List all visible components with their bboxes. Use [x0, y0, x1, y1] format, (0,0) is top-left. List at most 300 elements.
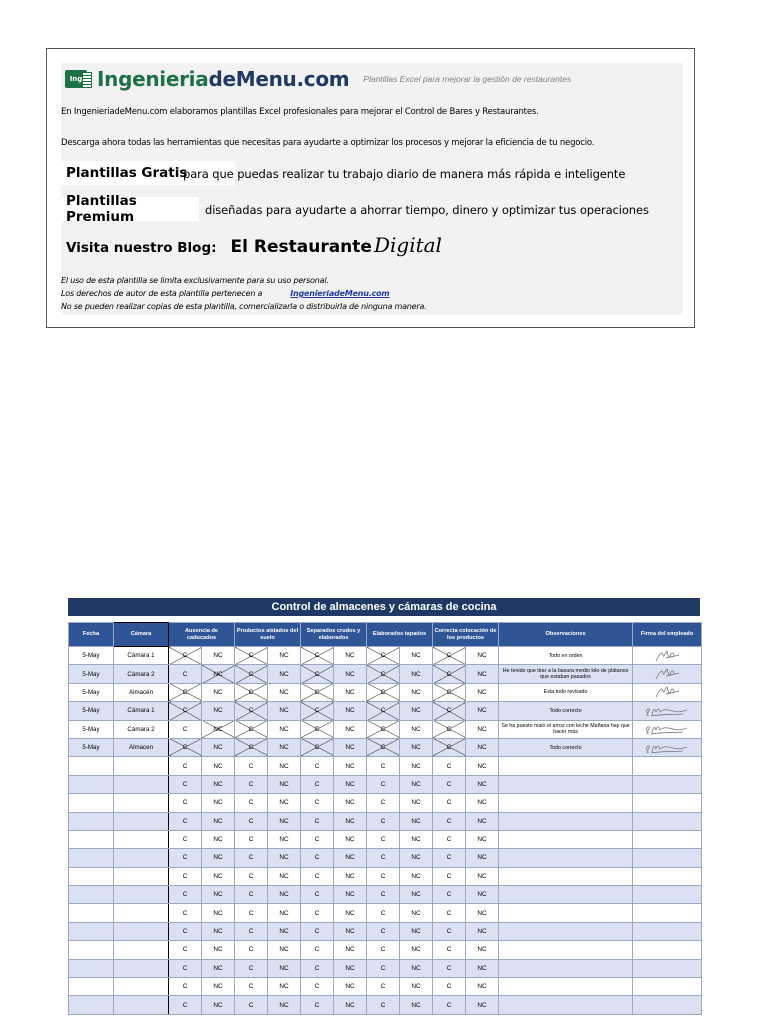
cell-c-option[interactable]: C — [235, 794, 268, 812]
cell-c-option[interactable]: C — [169, 867, 202, 885]
cell-c-option[interactable]: C — [367, 775, 400, 793]
cell-c-option[interactable]: C — [235, 996, 268, 1014]
cell-nc-option[interactable]: NC — [202, 665, 235, 683]
cell-nc-option[interactable]: NC — [466, 812, 499, 830]
cell-c-option[interactable]: C — [301, 647, 334, 665]
cell-nc-option[interactable]: NC — [334, 867, 367, 885]
cell-observaciones[interactable] — [499, 867, 633, 885]
cell-nc-option[interactable]: NC — [202, 978, 235, 996]
cell-c-option[interactable]: C — [433, 959, 466, 977]
cell-fecha[interactable] — [69, 978, 114, 996]
cell-nc-option[interactable]: NC — [202, 959, 235, 977]
cell-camara[interactable] — [114, 996, 169, 1014]
cell-nc-option[interactable]: NC — [334, 794, 367, 812]
cell-fecha[interactable]: 5-May — [69, 738, 114, 756]
table-row — [69, 922, 702, 940]
cell-nc-option[interactable]: NC — [466, 849, 499, 867]
blog-row — [66, 233, 442, 257]
cell-c-option[interactable]: C — [235, 867, 268, 885]
cell-c-option[interactable]: C — [169, 720, 202, 738]
table-row — [69, 978, 702, 996]
cell-c-option[interactable]: C — [301, 886, 334, 904]
cell-nc-option[interactable]: NC — [466, 647, 499, 665]
cell-c-option[interactable]: C — [235, 830, 268, 848]
cell-observaciones[interactable]: Esta todo revisado — [499, 683, 633, 701]
cell-nc-option[interactable]: NC — [268, 996, 301, 1014]
cell-nc-option[interactable]: NC — [400, 757, 433, 775]
cell-nc-option[interactable]: NC — [466, 904, 499, 922]
cell-c-option[interactable]: C — [235, 775, 268, 793]
cell-c-option[interactable]: C — [433, 849, 466, 867]
cell-nc-option[interactable]: NC — [268, 665, 301, 683]
cell-c-option[interactable]: C — [433, 794, 466, 812]
cell-camara[interactable] — [114, 922, 169, 940]
table-row — [69, 830, 702, 848]
cell-firma[interactable] — [633, 794, 702, 812]
brand-name[interactable] — [97, 67, 349, 91]
cell-c-option[interactable]: C — [169, 702, 202, 720]
cell-fecha[interactable] — [69, 941, 114, 959]
cell-firma[interactable] — [633, 996, 702, 1014]
cell-nc-option[interactable]: NC — [268, 702, 301, 720]
cell-c-option[interactable]: C — [367, 665, 400, 683]
cell-c-option[interactable]: C — [301, 904, 334, 922]
cell-camara[interactable] — [114, 830, 169, 848]
cell-c-option[interactable]: C — [367, 996, 400, 1014]
cell-c-option[interactable]: C — [235, 941, 268, 959]
cell-firma[interactable] — [633, 738, 702, 756]
cell-nc-option[interactable]: NC — [334, 757, 367, 775]
cell-observaciones[interactable]: Todo en orden — [499, 647, 633, 665]
cell-nc-option[interactable]: NC — [400, 738, 433, 756]
cell-c-option[interactable]: C — [235, 904, 268, 922]
cell-fecha[interactable]: 5-May — [69, 647, 114, 665]
cell-c-option[interactable]: C — [367, 830, 400, 848]
cell-camara[interactable]: Cámara 1 — [114, 647, 169, 665]
cell-c-option[interactable]: C — [301, 775, 334, 793]
cell-nc-option[interactable]: NC — [268, 738, 301, 756]
cell-nc-option[interactable]: NC — [334, 830, 367, 848]
cell-nc-option[interactable]: NC — [466, 886, 499, 904]
cell-fecha[interactable] — [69, 849, 114, 867]
cell-observaciones[interactable] — [499, 849, 633, 867]
header-row — [69, 623, 702, 647]
header-correcta-colocacion: Correcta colocación de los productos — [433, 623, 499, 647]
cell-camara[interactable] — [114, 904, 169, 922]
cell-nc-option[interactable]: NC — [268, 922, 301, 940]
cell-c-option[interactable]: C — [169, 738, 202, 756]
cell-nc-option[interactable]: NC — [334, 775, 367, 793]
cell-nc-option[interactable]: NC — [466, 683, 499, 701]
cell-c-option[interactable]: C — [433, 683, 466, 701]
cell-c-option[interactable]: C — [433, 978, 466, 996]
cell-observaciones[interactable] — [499, 886, 633, 904]
cell-c-option[interactable]: C — [169, 941, 202, 959]
cell-nc-option[interactable]: NC — [268, 812, 301, 830]
cell-camara[interactable] — [114, 959, 169, 977]
cell-c-option[interactable]: C — [301, 941, 334, 959]
cell-observaciones[interactable] — [499, 794, 633, 812]
cell-camara[interactable] — [114, 775, 169, 793]
cell-c-option[interactable]: C — [433, 757, 466, 775]
cell-firma[interactable] — [633, 665, 702, 683]
cell-nc-option[interactable]: NC — [400, 830, 433, 848]
cell-nc-option[interactable]: NC — [400, 647, 433, 665]
cell-c-option[interactable]: C — [169, 647, 202, 665]
cell-c-option[interactable]: C — [235, 702, 268, 720]
cell-firma[interactable] — [633, 647, 702, 665]
table-row — [69, 702, 702, 720]
cell-fecha[interactable] — [69, 996, 114, 1014]
cell-c-option[interactable]: C — [301, 665, 334, 683]
cell-c-option[interactable]: C — [301, 959, 334, 977]
cell-fecha[interactable] — [69, 757, 114, 775]
cell-nc-option[interactable]: NC — [400, 702, 433, 720]
cell-c-option[interactable]: C — [235, 812, 268, 830]
cell-nc-option[interactable]: NC — [466, 830, 499, 848]
cell-c-option[interactable]: C — [433, 702, 466, 720]
cell-c-option[interactable]: C — [367, 683, 400, 701]
cell-nc-option[interactable]: NC — [202, 702, 235, 720]
cell-observaciones[interactable] — [499, 996, 633, 1014]
cell-c-option[interactable]: C — [169, 830, 202, 848]
cell-nc-option[interactable]: NC — [400, 683, 433, 701]
cell-c-option[interactable]: C — [367, 738, 400, 756]
cell-c-option[interactable]: C — [235, 849, 268, 867]
cell-nc-option[interactable]: NC — [466, 867, 499, 885]
cell-firma[interactable] — [633, 683, 702, 701]
cell-camara[interactable] — [114, 812, 169, 830]
cell-camara[interactable] — [114, 867, 169, 885]
cell-firma[interactable] — [633, 720, 702, 738]
cell-nc-option[interactable]: NC — [400, 775, 433, 793]
cell-camara[interactable]: Almacen — [114, 738, 169, 756]
cell-observaciones[interactable]: Todo correcto — [499, 738, 633, 756]
cell-nc-option[interactable]: NC — [400, 794, 433, 812]
cell-fecha[interactable] — [69, 867, 114, 885]
cell-nc-option[interactable]: NC — [202, 867, 235, 885]
cell-c-option[interactable]: C — [367, 886, 400, 904]
cell-nc-option[interactable]: NC — [400, 978, 433, 996]
cell-c-option[interactable]: C — [235, 922, 268, 940]
cell-observaciones[interactable]: Se ha puesto malo el arroz con leche Mañana hay que hacer más — [499, 720, 633, 738]
cell-c-option[interactable]: C — [169, 683, 202, 701]
cell-firma[interactable] — [633, 978, 702, 996]
cell-c-option[interactable]: C — [433, 886, 466, 904]
cell-nc-option[interactable]: NC — [202, 757, 235, 775]
cell-c-option[interactable]: C — [433, 647, 466, 665]
cell-fecha[interactable] — [69, 922, 114, 940]
cell-c-option[interactable]: C — [169, 794, 202, 812]
cell-camara[interactable]: Almacén — [114, 683, 169, 701]
cell-c-option[interactable]: C — [367, 941, 400, 959]
cell-nc-option[interactable]: NC — [202, 996, 235, 1014]
cell-nc-option[interactable]: NC — [334, 812, 367, 830]
cell-observaciones[interactable] — [499, 978, 633, 996]
cell-fecha[interactable] — [69, 775, 114, 793]
cell-nc-option[interactable]: NC — [334, 886, 367, 904]
cell-nc-option[interactable]: NC — [202, 738, 235, 756]
cell-fecha[interactable]: 5-May — [69, 683, 114, 701]
cell-nc-option[interactable]: NC — [202, 683, 235, 701]
cell-nc-option[interactable]: NC — [466, 922, 499, 940]
cell-nc-option[interactable]: NC — [466, 959, 499, 977]
cell-nc-option[interactable]: NC — [400, 849, 433, 867]
cell-nc-option[interactable]: NC — [334, 922, 367, 940]
cell-nc-option[interactable]: NC — [334, 720, 367, 738]
cell-nc-option[interactable]: NC — [466, 702, 499, 720]
cell-c-option[interactable]: C — [301, 702, 334, 720]
cell-c-option[interactable]: C — [433, 775, 466, 793]
cell-observaciones[interactable] — [499, 757, 633, 775]
cell-c-option[interactable]: C — [169, 886, 202, 904]
cell-c-option[interactable]: C — [301, 738, 334, 756]
cell-c-option[interactable]: C — [235, 959, 268, 977]
cell-c-option[interactable]: C — [235, 683, 268, 701]
cell-fecha[interactable]: 5-May — [69, 702, 114, 720]
promo-box — [46, 48, 695, 328]
cell-camara[interactable] — [114, 849, 169, 867]
cell-nc-option[interactable]: NC — [268, 886, 301, 904]
cell-c-option[interactable]: C — [169, 757, 202, 775]
cell-nc-option[interactable]: NC — [334, 702, 367, 720]
cell-nc-option[interactable]: NC — [466, 720, 499, 738]
cell-c-option[interactable]: C — [367, 959, 400, 977]
cell-nc-option[interactable]: NC — [466, 775, 499, 793]
cell-c-option[interactable]: C — [301, 922, 334, 940]
cell-c-option[interactable]: C — [433, 738, 466, 756]
cell-nc-option[interactable]: NC — [334, 996, 367, 1014]
cell-c-option[interactable]: C — [367, 720, 400, 738]
cell-nc-option[interactable]: NC — [334, 849, 367, 867]
cell-c-option[interactable]: C — [235, 757, 268, 775]
cell-observaciones[interactable] — [499, 830, 633, 848]
cell-firma[interactable] — [633, 867, 702, 885]
cell-fecha[interactable] — [69, 812, 114, 830]
cell-c-option[interactable]: C — [301, 978, 334, 996]
cell-observaciones[interactable]: He tenido que tirar a la basura medio kilo de plátanos que estaban pasados — [499, 665, 633, 683]
cell-nc-option[interactable]: NC — [334, 647, 367, 665]
legal-line-2-text: Los derechos de autor de esta plantilla pertenecen a — [61, 289, 263, 298]
cell-nc-option[interactable]: NC — [334, 941, 367, 959]
cell-c-option[interactable]: C — [301, 867, 334, 885]
cell-camara[interactable]: Cámara 1 — [114, 702, 169, 720]
cell-c-option[interactable]: C — [367, 867, 400, 885]
cell-c-option[interactable]: C — [367, 904, 400, 922]
cell-c-option[interactable]: C — [367, 978, 400, 996]
premium-templates-title[interactable]: Plantillas Premium — [66, 193, 137, 225]
cell-c-option[interactable]: C — [367, 757, 400, 775]
cell-c-option[interactable]: C — [235, 665, 268, 683]
cell-fecha[interactable]: 5-May — [69, 665, 114, 683]
cell-fecha[interactable] — [69, 886, 114, 904]
cell-nc-option[interactable]: NC — [334, 665, 367, 683]
cell-camara[interactable] — [114, 794, 169, 812]
cell-nc-option[interactable]: NC — [268, 849, 301, 867]
cell-c-option[interactable]: C — [433, 720, 466, 738]
cell-observaciones[interactable] — [499, 775, 633, 793]
cell-c-option[interactable]: C — [433, 812, 466, 830]
legal-site-link[interactable]: IngenieriadeMenu.com — [290, 289, 390, 298]
cell-observaciones[interactable] — [499, 922, 633, 940]
cell-fecha[interactable] — [69, 794, 114, 812]
cell-nc-option[interactable]: NC — [268, 959, 301, 977]
cell-c-option[interactable]: C — [367, 849, 400, 867]
cell-camara[interactable] — [114, 757, 169, 775]
cell-firma[interactable] — [633, 941, 702, 959]
cell-camara[interactable] — [114, 978, 169, 996]
cell-nc-option[interactable]: NC — [466, 665, 499, 683]
cell-nc-option[interactable]: NC — [400, 812, 433, 830]
cell-nc-option[interactable]: NC — [400, 922, 433, 940]
cell-nc-option[interactable]: NC — [202, 922, 235, 940]
cell-nc-option[interactable]: NC — [268, 830, 301, 848]
cell-c-option[interactable]: C — [433, 904, 466, 922]
cell-c-option[interactable]: C — [301, 720, 334, 738]
cell-c-option[interactable]: C — [301, 757, 334, 775]
cell-observaciones[interactable]: Todo correcto — [499, 702, 633, 720]
cell-firma[interactable] — [633, 830, 702, 848]
cell-c-option[interactable]: C — [169, 849, 202, 867]
cell-nc-option[interactable]: NC — [334, 959, 367, 977]
cell-nc-option[interactable]: NC — [400, 904, 433, 922]
cell-nc-option[interactable]: NC — [202, 941, 235, 959]
cell-nc-option[interactable]: NC — [268, 775, 301, 793]
cell-firma[interactable] — [633, 849, 702, 867]
cell-firma[interactable] — [633, 702, 702, 720]
cell-nc-option[interactable]: NC — [202, 812, 235, 830]
blog-name-link[interactable]: El Restaurante — [230, 237, 372, 257]
cell-camara[interactable]: Cámara 2 — [114, 720, 169, 738]
cell-nc-option[interactable]: NC — [466, 757, 499, 775]
cell-c-option[interactable]: C — [301, 794, 334, 812]
cell-observaciones[interactable] — [499, 904, 633, 922]
cell-nc-option[interactable]: NC — [268, 720, 301, 738]
cell-c-option[interactable]: C — [235, 886, 268, 904]
cell-nc-option[interactable]: NC — [400, 665, 433, 683]
cell-nc-option[interactable]: NC — [400, 959, 433, 977]
cell-nc-option[interactable]: NC — [268, 794, 301, 812]
cell-nc-option[interactable]: NC — [466, 941, 499, 959]
cell-c-option[interactable]: C — [169, 996, 202, 1014]
cell-c-option[interactable]: C — [433, 996, 466, 1014]
cell-c-option[interactable]: C — [169, 959, 202, 977]
table-row — [69, 904, 702, 922]
cell-firma[interactable] — [633, 757, 702, 775]
cell-c-option[interactable]: C — [169, 904, 202, 922]
cell-fecha[interactable] — [69, 904, 114, 922]
cell-nc-option[interactable]: NC — [466, 996, 499, 1014]
cell-nc-option[interactable]: NC — [400, 996, 433, 1014]
cell-c-option[interactable]: C — [235, 738, 268, 756]
cell-c-option[interactable]: C — [301, 812, 334, 830]
cell-c-option[interactable]: C — [169, 775, 202, 793]
cell-nc-option[interactable]: NC — [400, 941, 433, 959]
cell-firma[interactable] — [633, 775, 702, 793]
cell-nc-option[interactable]: NC — [268, 867, 301, 885]
cell-c-option[interactable]: C — [433, 922, 466, 940]
cell-nc-option[interactable]: NC — [334, 683, 367, 701]
cell-firma[interactable] — [633, 922, 702, 940]
cell-nc-option[interactable]: NC — [334, 738, 367, 756]
cell-c-option[interactable]: C — [301, 830, 334, 848]
cell-nc-option[interactable]: NC — [400, 720, 433, 738]
cell-nc-option[interactable]: NC — [334, 904, 367, 922]
cell-nc-option[interactable]: NC — [202, 720, 235, 738]
cell-nc-option[interactable]: NC — [268, 757, 301, 775]
cell-firma[interactable] — [633, 812, 702, 830]
cell-nc-option[interactable]: NC — [202, 775, 235, 793]
cell-c-option[interactable]: C — [169, 978, 202, 996]
cell-nc-option[interactable]: NC — [268, 978, 301, 996]
free-templates-title[interactable]: Plantillas Gratis — [66, 165, 188, 181]
cell-nc-option[interactable]: NC — [202, 794, 235, 812]
cell-nc-option[interactable]: NC — [400, 886, 433, 904]
cell-camara[interactable] — [114, 886, 169, 904]
cell-nc-option[interactable]: NC — [202, 647, 235, 665]
cell-nc-option[interactable]: NC — [268, 683, 301, 701]
cell-firma[interactable] — [633, 904, 702, 922]
cell-c-option[interactable]: C — [235, 647, 268, 665]
header-camara: Cámara — [114, 623, 169, 647]
cell-nc-option[interactable]: NC — [202, 849, 235, 867]
cell-nc-option[interactable]: NC — [202, 904, 235, 922]
cell-fecha[interactable] — [69, 959, 114, 977]
cell-c-option[interactable]: C — [367, 922, 400, 940]
cell-nc-option[interactable]: NC — [466, 738, 499, 756]
cell-c-option[interactable]: C — [301, 996, 334, 1014]
cell-nc-option[interactable]: NC — [202, 830, 235, 848]
cell-firma[interactable] — [633, 959, 702, 977]
control-sheet — [68, 598, 700, 1015]
cell-camara[interactable]: Cámara 2 — [114, 665, 169, 683]
cell-camara[interactable] — [114, 941, 169, 959]
cell-c-option[interactable]: C — [235, 720, 268, 738]
cell-c-option[interactable]: C — [433, 830, 466, 848]
cell-nc-option[interactable]: NC — [400, 867, 433, 885]
cell-observaciones[interactable] — [499, 959, 633, 977]
table-row — [69, 941, 702, 959]
cell-nc-option[interactable]: NC — [334, 978, 367, 996]
cell-c-option[interactable]: C — [169, 922, 202, 940]
legal-line-2 — [61, 289, 390, 298]
blog-name-script[interactable]: Digital — [373, 233, 442, 257]
cell-c-option[interactable]: C — [367, 647, 400, 665]
cell-nc-option[interactable]: NC — [268, 647, 301, 665]
cell-nc-option[interactable]: NC — [466, 794, 499, 812]
cell-c-option[interactable]: C — [433, 867, 466, 885]
cell-c-option[interactable]: C — [433, 941, 466, 959]
cell-c-option[interactable]: C — [367, 702, 400, 720]
cell-c-option[interactable]: C — [169, 665, 202, 683]
cell-observaciones[interactable] — [499, 812, 633, 830]
cell-nc-option[interactable]: NC — [268, 941, 301, 959]
cell-observaciones[interactable] — [499, 941, 633, 959]
cell-fecha[interactable] — [69, 830, 114, 848]
cell-c-option[interactable]: C — [367, 812, 400, 830]
cell-c-option[interactable]: C — [433, 665, 466, 683]
cell-c-option[interactable]: C — [235, 978, 268, 996]
cell-c-option[interactable]: C — [169, 812, 202, 830]
cell-c-option[interactable]: C — [301, 849, 334, 867]
cell-nc-option[interactable]: NC — [466, 978, 499, 996]
cell-nc-option[interactable]: NC — [202, 886, 235, 904]
cell-c-option[interactable]: C — [367, 794, 400, 812]
cell-fecha[interactable]: 5-May — [69, 720, 114, 738]
cell-nc-option[interactable]: NC — [268, 904, 301, 922]
cell-c-option[interactable]: C — [301, 683, 334, 701]
cell-firma[interactable] — [633, 886, 702, 904]
